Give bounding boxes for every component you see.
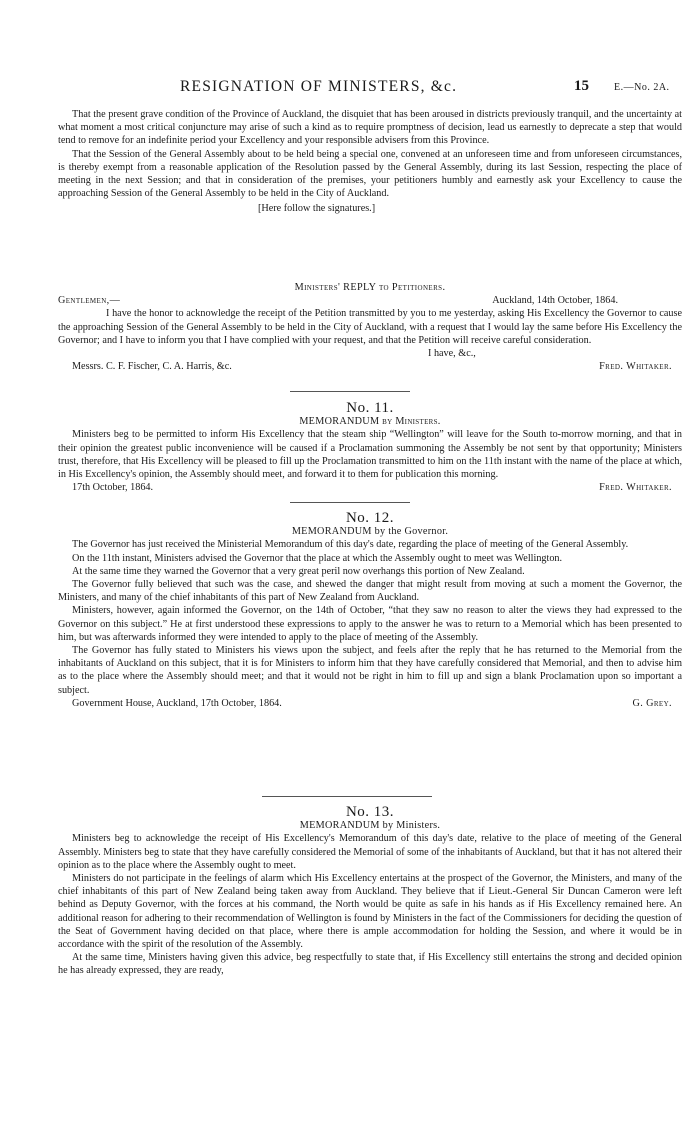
running-header-title: RESIGNATION OF MINISTERS, &c.: [180, 78, 458, 95]
no12-paragraph: The Governor fully believed that such was the case, and shewed the danger that might result from moving at such a moment the Governor, the Ministers, and many of the chief inhabitants of this part of New Zealand from Auckland.: [58, 579, 682, 604]
memorandum-no-11: [58, 402, 682, 494]
no13-paragraph: Ministers beg to acknowledge the receipt of His Excellency's Memorandum of this day's date, relative to the place of meeting of the General Assembly. Ministers beg to state that they have carefully considered the Memorial of some of the inhabitants of Auckland, but that it has not altered their opinion as to the place where the Assembly ought to meet.: [58, 833, 682, 871]
reply-place-date: Auckland, 14th October, 1864.: [492, 295, 618, 307]
no12-paragraph: At the same time they warned the Governor that a very great peril now overhangs this portion of New Zealand.: [72, 565, 525, 577]
reply-signature: Fred. Whitaker.: [599, 361, 672, 373]
no11-number: No. 11.: [346, 400, 394, 416]
no12-place-date: Government House, Auckland, 17th October, 1864.: [72, 697, 282, 709]
no11-body: Ministers beg to be permitted to inform His Excellency that the steam ship “Wellington” will leave for the South to-morrow morning, and that in their opinion the greatest public inconvenience will be caused if a Proclamation summoning the Assembly be not sent by that opportunity; Ministers trust, therefore, that His Excellency will be pleased to fill up the Proclamation transmitted to him on the 11th instant with the name of the place at which, in His Excellency's opinion, the Assembly should meet, and forward it to them for publication this morning.: [58, 429, 682, 481]
no11-date: 17th October, 1864.: [72, 482, 154, 494]
no13-number: No. 13.: [345, 804, 395, 820]
page-number: 15: [574, 78, 589, 94]
signatures-note: [Here follow the signatures.]: [258, 203, 376, 215]
reply-addressees: Messrs. C. F. Fischer, C. A. Harris, &c.: [72, 361, 232, 373]
no12-paragraph: On the 11th instant, Ministers advised the Governor that the place at which the Assembly ought to meet was Wellington.: [72, 552, 563, 564]
no13-paragraph: At the same time, Ministers having given this advice, beg respectfully to state that, if His Excellency still entertains the strong and decided opinion he has already expressed, they are ready,: [58, 952, 682, 977]
reply-salutation: Gentlemen,—: [58, 295, 121, 307]
reply-closing: I have, &c.,: [428, 348, 476, 360]
memorandum-no-12: [58, 512, 682, 710]
no11-title: MEMORANDUM by Ministers.: [299, 416, 441, 428]
reply-heading: Ministers' REPLY to Petitioners.: [294, 282, 446, 293]
no12-paragraph: Ministers, however, again informed the Governor, on the 14th of October, “that they saw no reason to alter the views they had expressed to the Governor on this subject.” He at first understood these expressions to apply to the answer he was to return to a Memorial which has been presented to him, but was afterwards informed they were intended to apply to the place of meeting of the Assembly.: [58, 605, 682, 643]
no12-signature: G. Grey.: [632, 697, 672, 709]
petition-paragraph: That the Session of the General Assembly about to be held being a special one, convened at an unforeseen time and from unforeseen circumstances, is thereby exempt from a reasonable application of the Resolution passed by the General Assembly, during its last Session, respecting the place of meeting in the next Session; and that in consideration of the premises, your petitioners humbly and earnestly ask your Excellency to cause the approaching Session of the General Assembly to be held in the City of Auckland.: [58, 148, 682, 200]
no12-paragraph: The Governor has fully stated to Ministers his views upon the subject, and feels after the reply that he has returned to the Memorial from the inhabitants of Auckland on this subject, that it is for Ministers to inform him that they have carefully considered that Memorial, and then to advise him as to the place where the Assembly should meet; and that it would not be right in him to fill up and sign a blank Proclamation upon so important a subject.: [58, 645, 682, 696]
no13-paragraph: Ministers do not participate in the feelings of alarm which His Excellency entertains at the prospect of the Governor, the Ministers, and many of the chief inhabitants of this part of New Zealand being taken away from Auckland. They believe that if Lieut.-General Sir Duncan Cameron were left behind as Deputy Governor, with the forces at his command, the North would be quite as safe in his hands as if His Excellency remained here. An additional reason for adhering to their recommendation of Wellington is found by Ministers in the fact of the Commissioners for deciding the question of the Seat of Government having decided on that place, where there is ample accommodation for holding the Session, and where it would be in accordance with the spirit of the resolution of the Assembly.: [58, 873, 682, 951]
no12-number: No. 12.: [345, 510, 395, 526]
no11-signature: Fred. Whitaker.: [599, 482, 672, 494]
section-divider: [262, 796, 432, 797]
memorandum-no-13: [58, 806, 682, 978]
no12-title: MEMORANDUM by the Governor.: [291, 526, 449, 538]
petition-section: [58, 108, 682, 216]
paper-reference: E.—No. 2A.: [614, 82, 670, 93]
reply-body: I have the honor to acknowledge the receipt of the Petition transmitted by you to me yesterday, asking His Excellency the Governor to cause the approaching Session of the General Assembly to be held in the City of Auckland, with a request that I would lay the same before His Excellency the Governor; and I have to inform you that I have complied with your request, and that the Petition will receive careful consideration.: [58, 308, 682, 346]
petition-paragraph: That the present grave condition of the Province of Auckland, the disquiet that has been aroused in districts previously tranquil, and the uncertainty at what moment a most critical conjuncture may arise of such a kind as to require promptness of decision, lead us earnestly to deprecate a step that would tend to remove for an indefinite period your Excellency and your responsible advisers from this Province.: [58, 109, 682, 147]
no12-paragraph: The Governor has just received the Ministerial Memorandum of this day's date, regarding the place of meeting of the General Assembly.: [72, 539, 629, 551]
no13-title: MEMORANDUM by Ministers.: [299, 820, 441, 832]
section-divider: [290, 502, 410, 503]
section-divider: [290, 391, 410, 392]
reply-section: [58, 281, 682, 373]
